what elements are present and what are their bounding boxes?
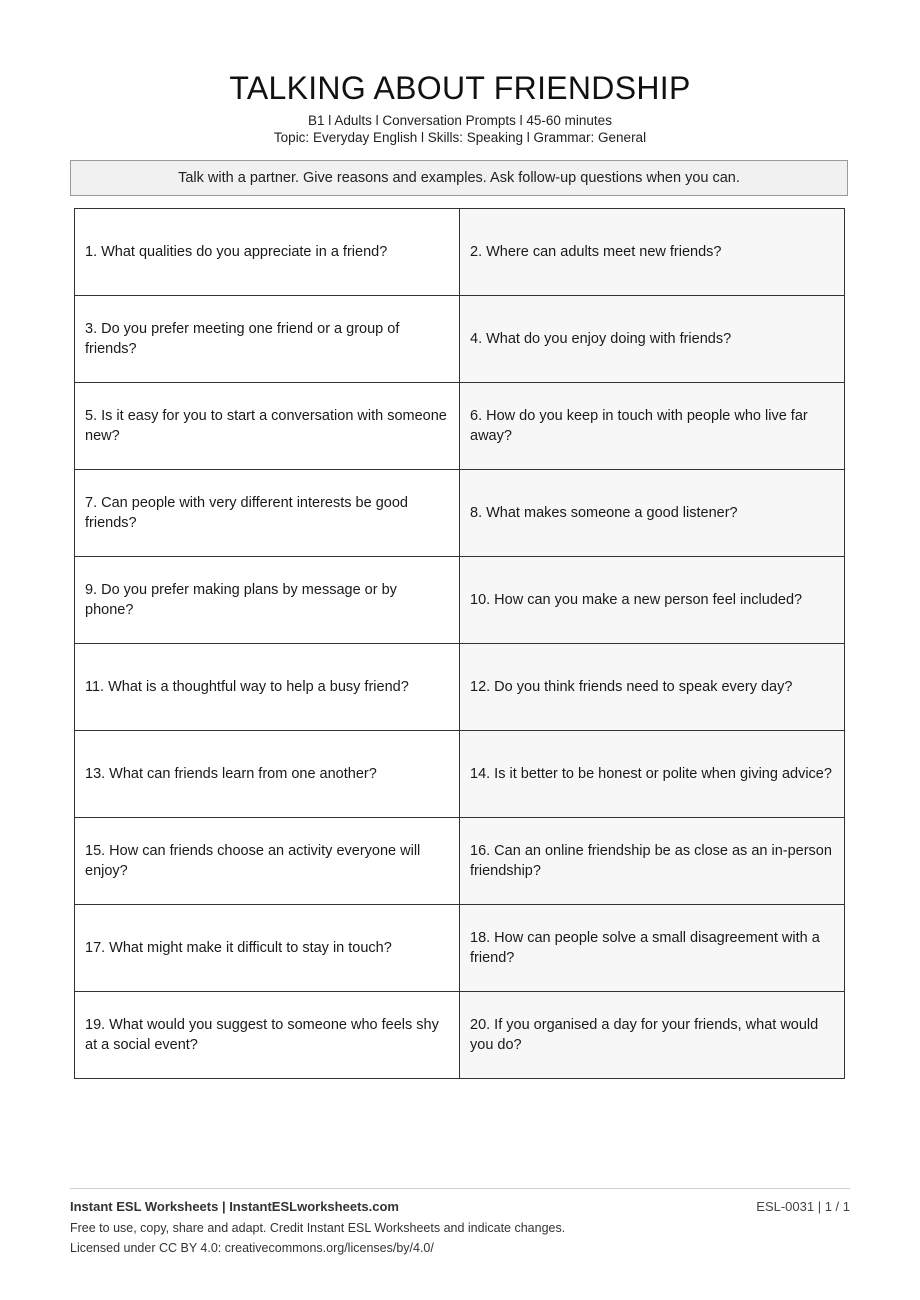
table-row [75, 470, 845, 557]
question-cell: 9. Do you prefer making plans by message or by phone? [75, 557, 460, 644]
worksheet-meta-topic: Topic: Everyday English l Skills: Speaking l Grammar: General [273, 130, 647, 145]
instructions-box [70, 160, 848, 196]
question-cell: 20. If you organised a day for your friends, what would you do? [460, 992, 845, 1079]
table-row [75, 644, 845, 731]
question-cell: 12. Do you think friends need to speak every day? [460, 644, 845, 731]
footer-doc-id: ESL-0031 | 1 / 1 [756, 1199, 850, 1214]
table-row [75, 383, 845, 470]
table-row [75, 731, 845, 818]
question-cell: 4. What do you enjoy doing with friends? [460, 296, 845, 383]
table-row [75, 905, 845, 992]
question-cell: 18. How can people solve a small disagreement with a friend? [460, 905, 845, 992]
question-cell: 13. What can friends learn from one another? [75, 731, 460, 818]
question-cell: 10. How can you make a new person feel included? [460, 557, 845, 644]
footer-license-link: Licensed under CC BY 4.0: creativecommons.org/licenses/by/4.0/ [70, 1241, 434, 1255]
question-cell: 6. How do you keep in touch with people who live far away? [460, 383, 845, 470]
footer-divider [70, 1188, 850, 1189]
table-row [75, 992, 845, 1079]
instructions-text: Talk with a partner. Give reasons and examples. Ask follow-up questions when you can. [178, 170, 740, 186]
question-cell: 14. Is it better to be honest or polite when giving advice? [460, 731, 845, 818]
worksheet-meta-level: B1 l Adults l Conversation Prompts l 45-60 minutes [308, 113, 612, 128]
question-cell: 15. How can friends choose an activity everyone will enjoy? [75, 818, 460, 905]
footer-license-text: Free to use, copy, share and adapt. Credit Instant ESL Worksheets and indicate changes. [70, 1221, 566, 1235]
question-cell: 3. Do you prefer meeting one friend or a group of friends? [75, 296, 460, 383]
question-cell: 11. What is a thoughtful way to help a busy friend? [75, 644, 460, 731]
table-row [75, 296, 845, 383]
worksheet-title: TALKING ABOUT FRIENDSHIP [229, 70, 691, 106]
question-cell: 7. Can people with very different interests be good friends? [75, 470, 460, 557]
table-row [75, 209, 845, 296]
question-cell: 5. Is it easy for you to start a conversation with someone new? [75, 383, 460, 470]
question-cell: 19. What would you suggest to someone who feels shy at a social event? [75, 992, 460, 1079]
table-row [75, 557, 845, 644]
questions-table [74, 208, 845, 1079]
question-cell: 2. Where can adults meet new friends? [460, 209, 845, 296]
question-cell: 1. What qualities do you appreciate in a friend? [75, 209, 460, 296]
question-cell: 16. Can an online friendship be as close as an in-person friendship? [460, 818, 845, 905]
table-row [75, 818, 845, 905]
footer-brand: Instant ESL Worksheets | InstantESLworksheets.com [70, 1199, 399, 1214]
question-cell: 8. What makes someone a good listener? [460, 470, 845, 557]
question-cell: 17. What might make it difficult to stay in touch? [75, 905, 460, 992]
